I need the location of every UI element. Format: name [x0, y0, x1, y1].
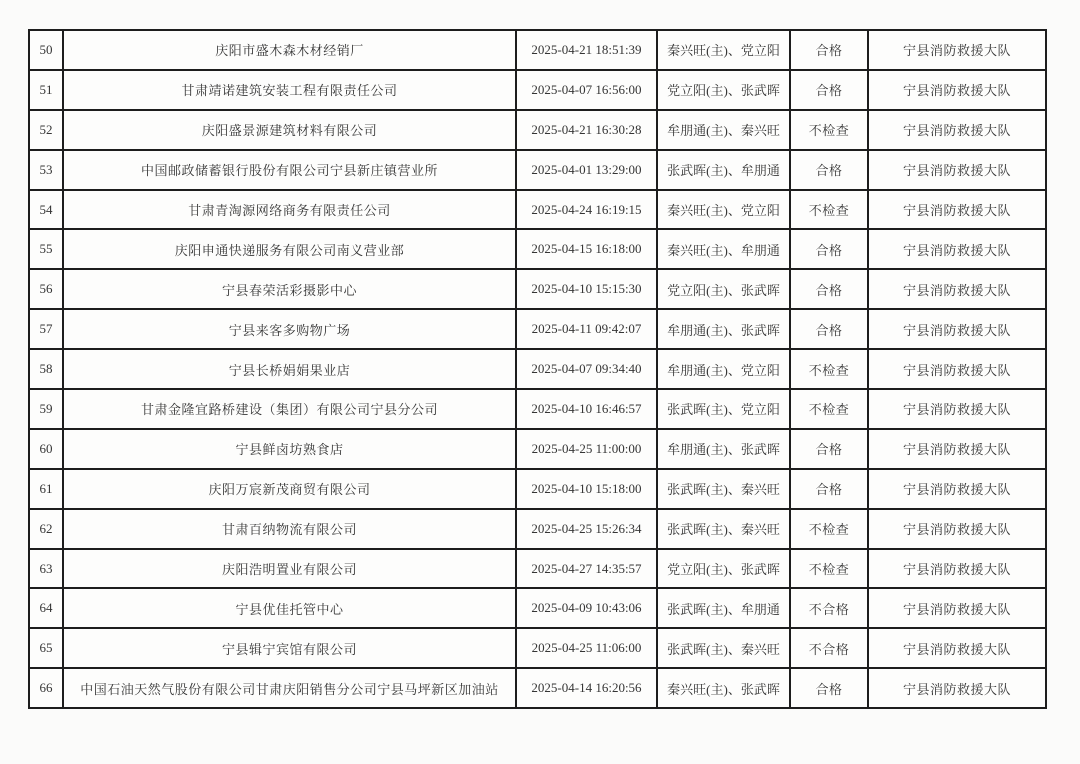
inspection-time-cell: 2025-04-25 15:26:34 [516, 509, 657, 549]
result-cell: 合格 [790, 229, 868, 269]
company-name-cell: 庆阳申通快递服务有限公司南义营业部 [63, 229, 516, 269]
company-name-cell: 庆阳盛景源建筑材料有限公司 [63, 110, 516, 150]
table-row [29, 469, 1046, 509]
result-cell: 不检查 [790, 190, 868, 230]
company-name-cell: 庆阳万宸新茂商贸有限公司 [63, 469, 516, 509]
inspectors-cell: 党立阳(主)、张武晖 [657, 269, 790, 309]
inspectors-cell: 秦兴旺(主)、党立阳 [657, 190, 790, 230]
row-number-cell: 66 [29, 668, 63, 708]
brigade-cell: 宁县消防救援大队 [868, 70, 1046, 110]
table-row [29, 588, 1046, 628]
row-number-cell: 64 [29, 588, 63, 628]
table-row [29, 628, 1046, 668]
brigade-cell: 宁县消防救援大队 [868, 269, 1046, 309]
brigade-cell: 宁县消防救援大队 [868, 30, 1046, 70]
table-row [29, 229, 1046, 269]
row-number-cell: 63 [29, 549, 63, 589]
brigade-cell: 宁县消防救援大队 [868, 229, 1046, 269]
row-number-cell: 54 [29, 190, 63, 230]
inspectors-cell: 张武晖(主)、秦兴旺 [657, 469, 790, 509]
brigade-cell: 宁县消防救援大队 [868, 389, 1046, 429]
row-number-cell: 56 [29, 269, 63, 309]
table-row [29, 30, 1046, 70]
inspectors-cell: 张武晖(主)、牟朋通 [657, 150, 790, 190]
brigade-cell: 宁县消防救援大队 [868, 110, 1046, 150]
inspection-time-cell: 2025-04-10 15:15:30 [516, 269, 657, 309]
brigade-cell: 宁县消防救援大队 [868, 588, 1046, 628]
row-number-cell: 55 [29, 229, 63, 269]
table-row [29, 429, 1046, 469]
company-name-cell: 宁县春荣活彩摄影中心 [63, 269, 516, 309]
row-number-cell: 57 [29, 309, 63, 349]
inspection-time-cell: 2025-04-09 10:43:06 [516, 588, 657, 628]
inspection-time-cell: 2025-04-07 09:34:40 [516, 349, 657, 389]
inspection-time-cell: 2025-04-25 11:00:00 [516, 429, 657, 469]
company-name-cell: 甘肃金隆宜路桥建设（集团）有限公司宁县分公司 [63, 389, 516, 429]
inspectors-cell: 党立阳(主)、张武晖 [657, 70, 790, 110]
inspectors-cell: 秦兴旺(主)、牟朋通 [657, 229, 790, 269]
table-row [29, 509, 1046, 549]
brigade-cell: 宁县消防救援大队 [868, 309, 1046, 349]
company-name-cell: 宁县鲜卤坊熟食店 [63, 429, 516, 469]
table-row [29, 110, 1046, 150]
result-cell: 不检查 [790, 349, 868, 389]
inspection-time-cell: 2025-04-24 16:19:15 [516, 190, 657, 230]
brigade-cell: 宁县消防救援大队 [868, 190, 1046, 230]
result-cell: 合格 [790, 150, 868, 190]
table-row [29, 150, 1046, 190]
company-name-cell: 宁县优佳托管中心 [63, 588, 516, 628]
result-cell: 不检查 [790, 509, 868, 549]
result-cell: 合格 [790, 269, 868, 309]
row-number-cell: 65 [29, 628, 63, 668]
result-cell: 合格 [790, 668, 868, 708]
company-name-cell: 甘肃百纳物流有限公司 [63, 509, 516, 549]
result-cell: 合格 [790, 309, 868, 349]
brigade-cell: 宁县消防救援大队 [868, 509, 1046, 549]
company-name-cell: 庆阳浩明置业有限公司 [63, 549, 516, 589]
row-number-cell: 59 [29, 389, 63, 429]
brigade-cell: 宁县消防救援大队 [868, 628, 1046, 668]
inspection-time-cell: 2025-04-01 13:29:00 [516, 150, 657, 190]
table-row [29, 190, 1046, 230]
table-row [29, 269, 1046, 309]
row-number-cell: 61 [29, 469, 63, 509]
inspection-time-cell: 2025-04-07 16:56:00 [516, 70, 657, 110]
result-cell: 合格 [790, 469, 868, 509]
row-number-cell: 58 [29, 349, 63, 389]
row-number-cell: 52 [29, 110, 63, 150]
company-name-cell: 甘肃青淘源网络商务有限责任公司 [63, 190, 516, 230]
company-name-cell: 宁县辑宁宾馆有限公司 [63, 628, 516, 668]
result-cell: 不检查 [790, 110, 868, 150]
result-cell: 合格 [790, 70, 868, 110]
inspectors-cell: 牟朋通(主)、秦兴旺 [657, 110, 790, 150]
table-row [29, 549, 1046, 589]
inspection-time-cell: 2025-04-25 11:06:00 [516, 628, 657, 668]
inspection-records-table [28, 29, 1047, 709]
inspectors-cell: 牟朋通(主)、党立阳 [657, 349, 790, 389]
table-row [29, 668, 1046, 708]
brigade-cell: 宁县消防救援大队 [868, 549, 1046, 589]
company-name-cell: 庆阳市盛木森木材经销厂 [63, 30, 516, 70]
inspectors-cell: 张武晖(主)、党立阳 [657, 389, 790, 429]
row-number-cell: 53 [29, 150, 63, 190]
table-body [29, 30, 1046, 708]
brigade-cell: 宁县消防救援大队 [868, 150, 1046, 190]
inspectors-cell: 牟朋通(主)、张武晖 [657, 309, 790, 349]
brigade-cell: 宁县消防救援大队 [868, 668, 1046, 708]
row-number-cell: 51 [29, 70, 63, 110]
inspectors-cell: 党立阳(主)、张武晖 [657, 549, 790, 589]
result-cell: 合格 [790, 429, 868, 469]
brigade-cell: 宁县消防救援大队 [868, 429, 1046, 469]
row-number-cell: 60 [29, 429, 63, 469]
result-cell: 不检查 [790, 389, 868, 429]
table-row [29, 389, 1046, 429]
inspection-time-cell: 2025-04-10 16:46:57 [516, 389, 657, 429]
inspectors-cell: 秦兴旺(主)、党立阳 [657, 30, 790, 70]
result-cell: 不合格 [790, 588, 868, 628]
company-name-cell: 中国邮政储蓄银行股份有限公司宁县新庄镇营业所 [63, 150, 516, 190]
company-name-cell: 甘肃靖诺建筑安装工程有限责任公司 [63, 70, 516, 110]
brigade-cell: 宁县消防救援大队 [868, 349, 1046, 389]
inspectors-cell: 牟朋通(主)、张武晖 [657, 429, 790, 469]
inspection-time-cell: 2025-04-14 16:20:56 [516, 668, 657, 708]
table-row [29, 70, 1046, 110]
company-name-cell: 宁县长桥娟娟果业店 [63, 349, 516, 389]
result-cell: 不检查 [790, 549, 868, 589]
result-cell: 合格 [790, 30, 868, 70]
company-name-cell: 中国石油天然气股份有限公司甘肃庆阳销售分公司宁县马坪新区加油站 [63, 668, 516, 708]
brigade-cell: 宁县消防救援大队 [868, 469, 1046, 509]
table-row [29, 309, 1046, 349]
inspection-time-cell: 2025-04-21 18:51:39 [516, 30, 657, 70]
row-number-cell: 62 [29, 509, 63, 549]
inspectors-cell: 张武晖(主)、秦兴旺 [657, 628, 790, 668]
company-name-cell: 宁县来客多购物广场 [63, 309, 516, 349]
inspection-time-cell: 2025-04-10 15:18:00 [516, 469, 657, 509]
inspection-table-container [28, 29, 1047, 709]
inspection-time-cell: 2025-04-27 14:35:57 [516, 549, 657, 589]
row-number-cell: 50 [29, 30, 63, 70]
inspection-time-cell: 2025-04-21 16:30:28 [516, 110, 657, 150]
inspectors-cell: 张武晖(主)、秦兴旺 [657, 509, 790, 549]
inspectors-cell: 秦兴旺(主)、张武晖 [657, 668, 790, 708]
result-cell: 不合格 [790, 628, 868, 668]
inspection-time-cell: 2025-04-15 16:18:00 [516, 229, 657, 269]
table-row [29, 349, 1046, 389]
inspection-time-cell: 2025-04-11 09:42:07 [516, 309, 657, 349]
inspectors-cell: 张武晖(主)、牟朋通 [657, 588, 790, 628]
